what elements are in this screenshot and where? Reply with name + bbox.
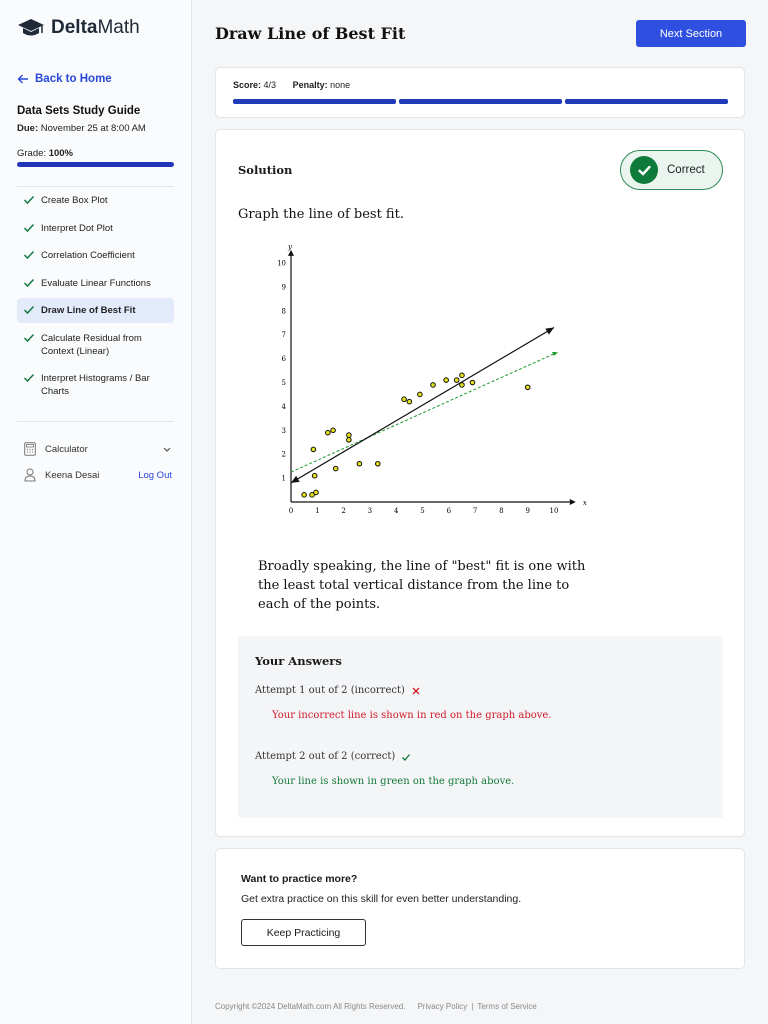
data-point <box>431 383 436 388</box>
practice-title: Want to practice more? <box>241 873 358 885</box>
footer <box>215 1002 537 1011</box>
sidebar-item-label: Evaluate Linear Functions <box>41 277 151 289</box>
student-line <box>291 328 554 483</box>
your-answers-panel <box>238 636 723 818</box>
correct-badge <box>620 150 723 190</box>
x-axis-label: x <box>582 499 587 507</box>
sidebar-item[interactable] <box>17 216 174 241</box>
check-icon <box>23 249 35 261</box>
divider <box>17 421 174 422</box>
data-point <box>302 493 307 498</box>
data-point <box>347 438 352 443</box>
y-tick-label: 3 <box>281 426 286 435</box>
y-tick-label: 7 <box>281 331 286 340</box>
y-tick-label: 9 <box>281 283 286 292</box>
graduation-cap-icon <box>17 17 45 39</box>
x-tick-label: 4 <box>393 507 399 515</box>
data-point <box>326 430 331 435</box>
sidebar-item[interactable] <box>17 298 174 323</box>
practice-subtitle: Get extra practice on this skill for even better understanding. <box>241 893 522 905</box>
progress-segment <box>565 99 728 104</box>
keep-practicing-button[interactable]: Keep Practicing <box>241 919 366 946</box>
x-tick-label: 6 <box>446 507 452 515</box>
data-point <box>444 378 449 383</box>
x-tick-label: 2 <box>341 507 346 515</box>
check-icon <box>23 222 35 234</box>
x-mark-icon <box>411 686 421 696</box>
y-tick-label: 1 <box>281 474 286 483</box>
y-tick-label: 10 <box>277 259 286 268</box>
calculator-toggle[interactable] <box>24 442 172 456</box>
x-axis-arrow <box>570 499 576 505</box>
progress-segment <box>399 99 562 104</box>
check-icon <box>23 304 35 316</box>
check-icon <box>23 372 35 384</box>
solution-title: Solution <box>238 163 293 177</box>
footer-separator: | <box>471 1002 474 1011</box>
data-point <box>460 383 465 388</box>
user-row <box>24 468 172 482</box>
solution-card <box>215 129 745 837</box>
data-point <box>333 466 338 471</box>
page-title: Draw Line of Best Fit <box>215 24 406 43</box>
study-guide-title: Data Sets Study Guide <box>17 105 141 117</box>
y-tick-label: 5 <box>281 379 286 387</box>
x-tick-label: 3 <box>367 507 373 515</box>
data-point <box>454 378 459 383</box>
y-tick-label: 6 <box>281 355 286 364</box>
check-circle-icon <box>630 156 658 184</box>
explanation-text: Broadly speaking, the line of "best" fit is one with the least total vertical distance from the line to each of the points. <box>258 559 586 612</box>
score-line: Score: 4/3 Penalty: none <box>233 80 351 90</box>
data-point <box>470 380 475 385</box>
chevron-down-icon <box>162 444 172 454</box>
brand-name: DeltaMath <box>51 17 140 38</box>
data-point <box>402 397 407 402</box>
y-tick-label: 4 <box>281 402 286 411</box>
data-point <box>314 490 319 495</box>
divider <box>17 186 174 187</box>
x-tick-label: 9 <box>525 507 530 515</box>
question-prompt: Graph the line of best fit. <box>238 207 404 222</box>
back-to-home-link[interactable] <box>17 73 112 85</box>
answer-line <box>291 354 554 472</box>
attempt-2-message: Your line is shown in green on the graph above. <box>272 776 515 787</box>
privacy-link[interactable]: Privacy Policy <box>417 1002 468 1011</box>
student-line-arrow-start <box>291 476 300 483</box>
x-tick-label: 8 <box>499 507 504 515</box>
sidebar-item-label: Calculate Residual from Context (Linear) <box>41 332 142 357</box>
attempt-2: Attempt 2 out of 2 (correct) <box>255 751 411 762</box>
data-point <box>418 392 423 397</box>
student-line-arrow-end <box>545 328 554 335</box>
data-point <box>312 473 317 478</box>
data-point <box>525 385 530 390</box>
x-tick-label: 10 <box>549 507 559 515</box>
x-tick-label: 7 <box>472 507 478 515</box>
attempt-1-message: Your incorrect line is shown in red on the graph above. <box>272 710 552 721</box>
data-point <box>460 373 465 378</box>
progress-segment <box>233 99 396 104</box>
data-point <box>375 461 380 466</box>
sidebar-item[interactable] <box>17 326 174 364</box>
your-answers-heading: Your Answers <box>255 654 342 668</box>
sidebar-item-label: Draw Line of Best Fit <box>41 305 136 316</box>
check-icon <box>23 194 35 206</box>
attempt-1: Attempt 1 out of 2 (incorrect) <box>255 685 421 696</box>
score-card <box>215 67 745 118</box>
terms-link[interactable]: Terms of Service <box>477 1002 537 1011</box>
sidebar-item[interactable] <box>17 243 174 268</box>
logout-link[interactable]: Log Out <box>138 469 172 481</box>
copyright: Copyright ©2024 DeltaMath.com All Rights Reserved. <box>215 1002 406 1011</box>
check-icon <box>401 752 411 762</box>
back-to-home-label: Back to Home <box>35 73 112 85</box>
calculator-label: Calculator <box>45 443 88 455</box>
scatter-plot <box>271 240 601 520</box>
user-icon <box>24 468 36 482</box>
sidebar-item[interactable] <box>17 271 174 296</box>
y-axis-label: y <box>288 242 292 251</box>
section-nav <box>17 188 174 407</box>
next-section-button[interactable]: Next Section <box>636 20 746 47</box>
data-point <box>331 428 336 433</box>
sidebar-item-label: Create Box Plot <box>41 195 108 206</box>
y-tick-label: 2 <box>281 450 286 459</box>
user-name: Keena Desai <box>45 469 100 481</box>
grade-progress-bar <box>17 162 174 167</box>
sidebar-item-label: Correlation Coefficient <box>41 250 135 261</box>
sidebar-item[interactable] <box>17 188 174 213</box>
data-point <box>347 433 352 438</box>
grade-text: Grade: 100% <box>17 148 73 159</box>
due-date: Due: November 25 at 8:00 AM <box>17 123 146 134</box>
x-tick-label: 5 <box>420 507 425 515</box>
arrow-left-icon <box>17 73 29 85</box>
data-point <box>357 461 362 466</box>
y-tick-label: 8 <box>281 307 286 316</box>
x-tick-label: 1 <box>315 507 320 515</box>
deltamath-logo[interactable] <box>17 17 140 39</box>
data-point <box>407 399 412 404</box>
sidebar-item-label: Interpret Dot Plot <box>41 222 113 234</box>
practice-card <box>215 848 745 969</box>
calculator-icon <box>24 442 36 456</box>
x-tick-label: 0 <box>288 507 294 515</box>
sidebar-item-label: Interpret Histograms / Bar Charts <box>41 373 150 397</box>
data-point <box>311 447 316 452</box>
correct-label: Correct <box>667 164 705 176</box>
sidebar-item[interactable] <box>17 366 174 404</box>
check-icon <box>23 332 35 344</box>
check-icon <box>23 277 35 289</box>
sidebar <box>0 0 192 1024</box>
